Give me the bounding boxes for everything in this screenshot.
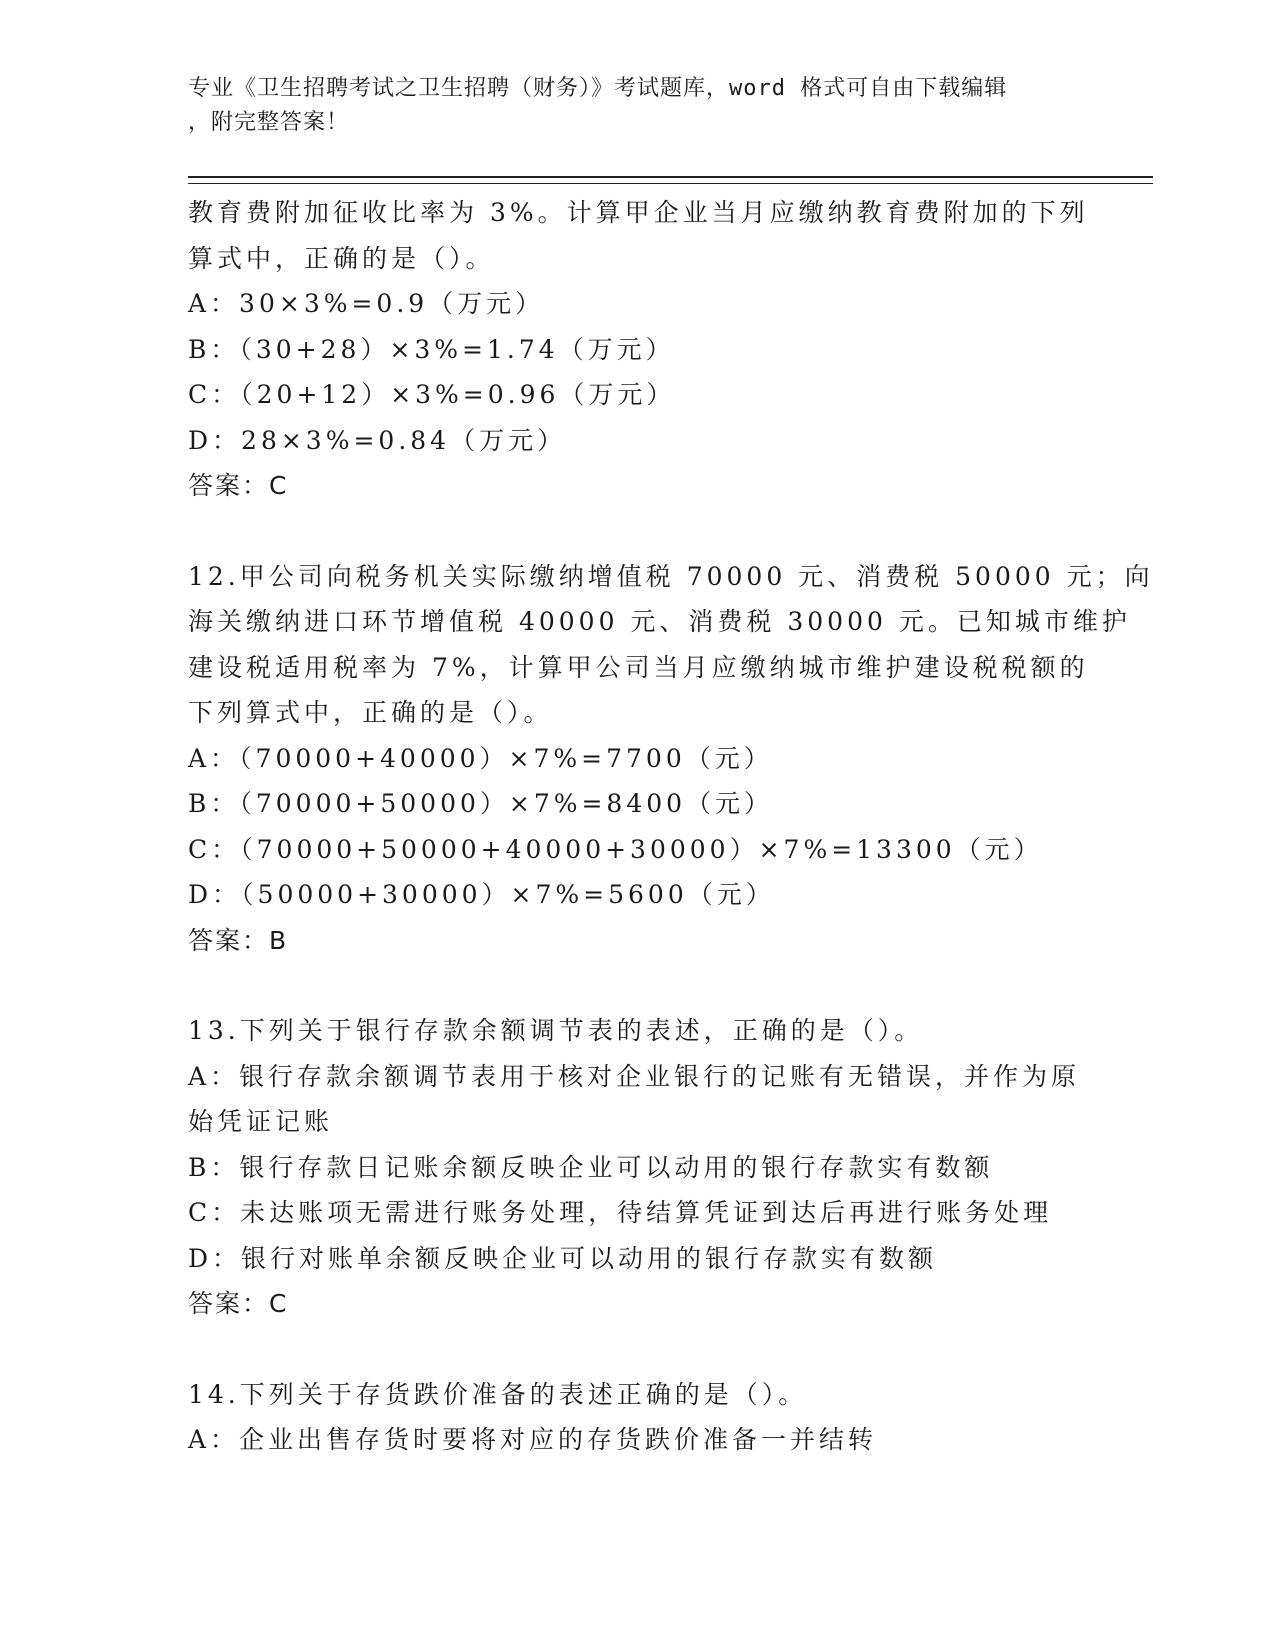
option-d: D：28×3%=0.84（万元） — [188, 425, 567, 455]
answer: 答案：B — [188, 925, 289, 955]
spacer — [188, 1327, 1068, 1372]
question-stem: 12.甲公司向税务机关实际缴纳增值税 70000 元、消费税 50000 元；向 — [188, 561, 1154, 591]
question-stem: 算式中，正确的是（）。 — [188, 243, 495, 273]
option-b: B：银行存款日记账余额反映企业可以动用的银行存款实有数额 — [188, 1152, 994, 1182]
question-stem: 13.下列关于银行存款余额调节表的表述，正确的是（）。 — [188, 1016, 924, 1045]
question-stem: 14.下列关于存货跌价准备的表述正确的是（）。 — [188, 1379, 808, 1409]
question-14 — [188, 1372, 1068, 1463]
page-header — [188, 72, 1068, 140]
question-11 — [188, 190, 1089, 509]
option-c: C：（70000+50000+40000+30000）×7%=13300（元） — [188, 834, 1043, 864]
option-a: A：企业出售存货时要将对应的存货跌价准备一并结转 — [188, 1425, 878, 1454]
header-divider-thick — [188, 176, 1153, 178]
question-12 — [188, 554, 1154, 964]
answer: 答案：C — [188, 471, 289, 500]
question-stem: 建设税适用税率为 7%，计算甲公司当月应缴纳城市维护建设税税额的 — [188, 652, 1089, 682]
header-line-2: ，附完整答案！ — [188, 110, 350, 135]
option-c: C：（20+12）×3%=0.96（万元） — [188, 380, 676, 409]
option-b: B：（70000+50000）×7%=8400（元） — [188, 789, 774, 818]
spacer — [188, 509, 1068, 554]
question-stem: 海关缴纳进口环节增值税 40000 元、消费税 30000 元。已知城市维护 — [188, 607, 1131, 636]
option-b: B：（30+28）×3%=1.74（万元） — [188, 334, 675, 364]
option-a: A：银行存款余额调节表用于核对企业银行的记账有无错误，并作为原 — [188, 1061, 1081, 1091]
question-stem: 教育费附加征收比率为 3%。计算甲企业当月应缴纳教育费附加的下列 — [188, 198, 1089, 227]
question-stem: 下列算式中，正确的是（）。 — [188, 698, 553, 727]
option-a: A：30×3%=0.9（万元） — [188, 289, 545, 318]
document-body — [188, 190, 1154, 1463]
question-13 — [188, 1008, 1081, 1327]
header-divider-thin — [188, 183, 1153, 184]
option-a-continued: 始凭证记账 — [188, 1107, 334, 1136]
answer: 答案：C — [188, 1289, 289, 1318]
option-c: C：未达账项无需进行账务处理，待结算凭证到达后再进行账务处理 — [188, 1198, 1053, 1227]
option-a: A：（70000+40000）×7%=7700（元） — [188, 743, 773, 773]
option-d: D：（50000+30000）×7%=5600（元） — [188, 880, 775, 909]
header-line-1: 专业《卫生招聘考试之卫生招聘（财务）》考试题库，word 格式可自由下载编辑 — [188, 76, 1008, 101]
option-d: D：银行对账单余额反映企业可以动用的银行存款实有数额 — [188, 1243, 938, 1273]
spacer — [188, 963, 1068, 1008]
